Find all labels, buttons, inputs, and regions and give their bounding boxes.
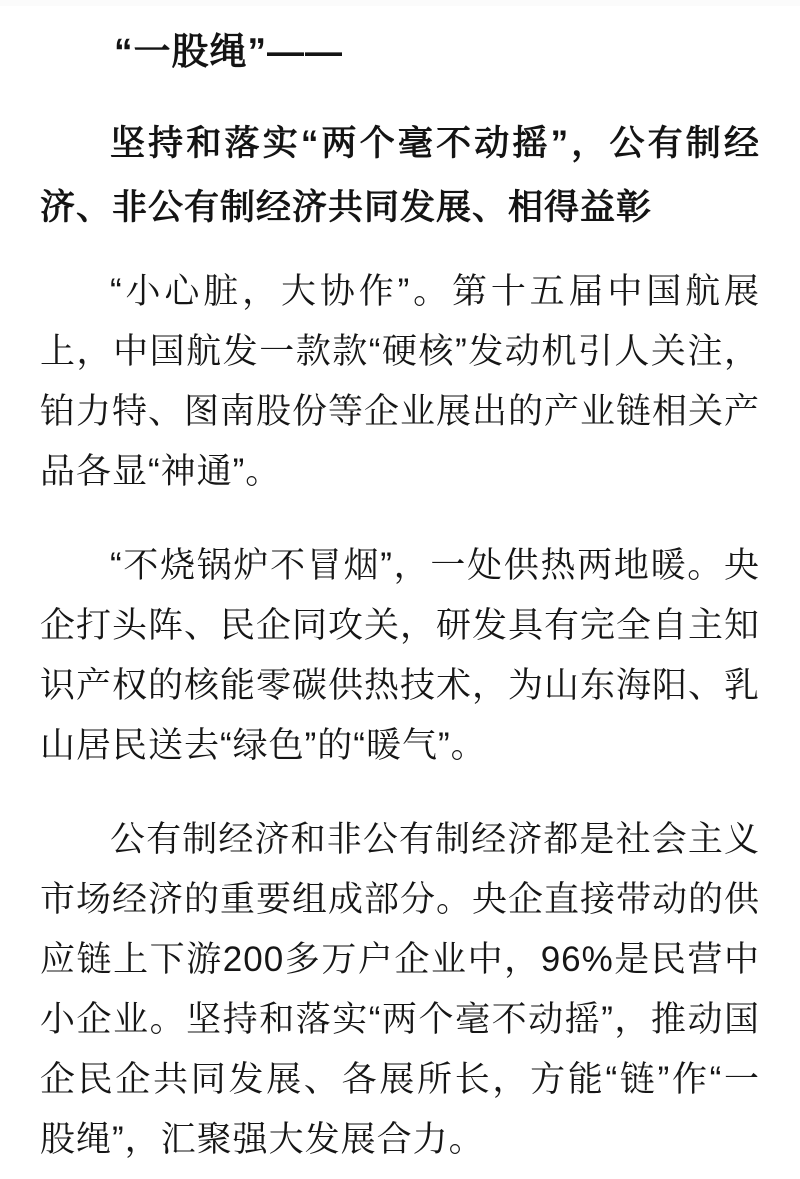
article-paragraph-1: “小心脏，大协作”。第十五届中国航展上，中国航发一款款“硬核”发动机引人关注，铂力特、图南股份等企业展出的产业链相关产品各显“神通”。 [40,272,761,491]
article-paragraph-2: “不烧锅炉不冒烟”，一处供热两地暖。央企打头阵、民企同攻关，研发具有完全自主知识产权的核能零碳供热技术，为山东海阳、乳山居民送去“绿色”的“暖气”。 [40,546,761,765]
article-kicker: “一股绳”—— [114,31,343,72]
article-heading: 坚持和落实“两个毫不动摇”，公有制经济、非公有制经济共同发展、相得益彰 [40,124,760,227]
article-paragraph-3: 公有制经济和非公有制经济都是社会主义市场经济的重要组成部分。央企直接带动的供应链上下游200多万户企业中，96%是民营中小企业。坚持和落实“两个毫不动摇”，推动国企民企共同发展、各展所长，方能“链”作“一股绳”，汇聚强大发展合力。 [40,820,761,1159]
article-body [40,262,760,1170]
